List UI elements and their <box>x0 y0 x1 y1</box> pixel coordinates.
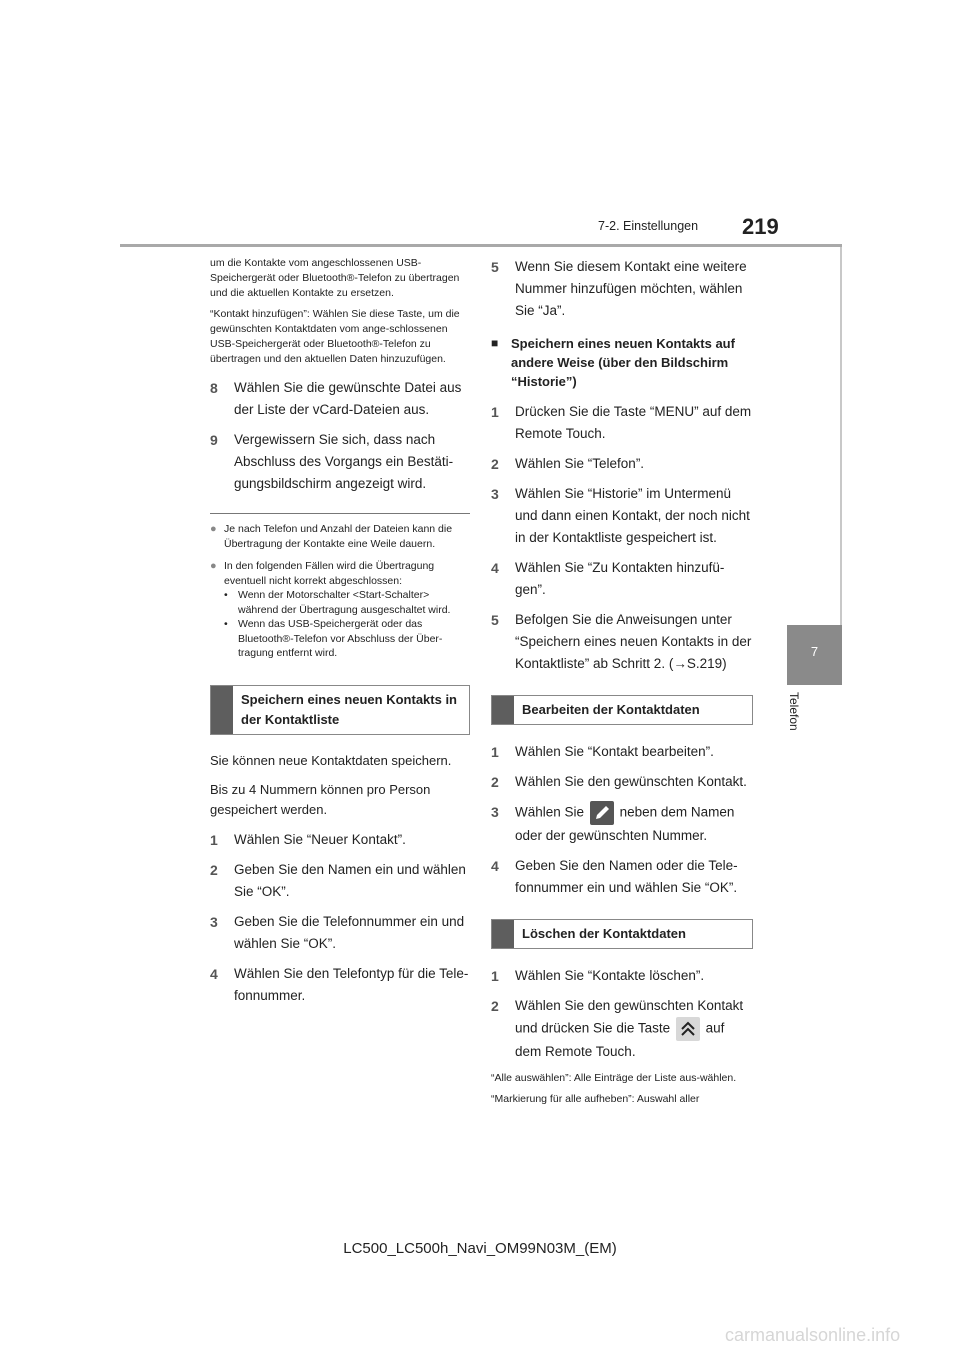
step-number: 9 <box>210 432 218 448</box>
step-3: 3 Wählen Sie “Historie” im Untermenü und dann einen Kontakt, der noch nicht in der Kontaktliste gespeichert ist. <box>491 486 750 545</box>
double-chevron-up-icon <box>676 1017 700 1041</box>
note-subitem-2: • Wenn das USB-Speichergerät oder das Bluetooth®-Telefon vor Abschluss der Über-tragung entfernt wird. <box>224 618 443 659</box>
step-4: 4 Wählen Sie “Zu Kontakten hinzufü-gen”. <box>491 560 725 597</box>
section-title: 7-2. Einstellungen <box>598 219 699 233</box>
step-2: 2 Geben Sie den Namen ein und wählen Sie “OK”. <box>210 861 466 899</box>
delete-step-2: 2 Wählen Sie den gewünschten Kontakt und drücken Sie die Taste auf dem Remote Touch. <box>491 998 744 1059</box>
paragraph: Bis zu 4 Nummern können pro Person gespeichert werden. <box>210 781 431 817</box>
bullet-icon: ● <box>210 523 217 535</box>
watermark: carmanualsonline.info <box>725 1325 901 1345</box>
left-column <box>210 256 470 1015</box>
page-number: 219 <box>742 214 779 239</box>
note-divider <box>210 513 470 514</box>
paragraph: Sie können neue Kontaktdaten speichern. <box>210 752 452 768</box>
note-item-1 <box>210 522 470 551</box>
step-number: 8 <box>210 380 218 396</box>
heading-bar <box>211 686 233 734</box>
chapter-number: 7 <box>810 644 819 659</box>
step-1: 1 Wählen Sie “Neuer Kontakt”. <box>210 831 406 848</box>
section-heading-delete: Löschen der Kontaktdaten <box>491 919 753 949</box>
step-4: 4 Wählen Sie den Telefontyp für die Tele-fonnummer. <box>210 965 469 1003</box>
step-3: 3 Geben Sie die Telefonnummer ein und wählen Sie “OK”. <box>210 913 465 951</box>
step-2: 2 Wählen Sie “Telefon”. <box>491 456 645 472</box>
small-paragraph-2: “Markierung für alle aufheben”: Auswahl aller <box>491 1093 700 1105</box>
footer-doc-code: LC500_LC500h_Navi_OM99N03M_(EM) <box>343 1240 617 1257</box>
square-bullet-icon: ■ <box>491 336 499 350</box>
right-column <box>491 256 753 1113</box>
small-paragraph-1: “Alle auswählen”: Alle Einträge der Liste aus-wählen. <box>491 1072 737 1084</box>
step-1: 1 Drücken Sie die Taste “MENU” auf dem Remote Touch. <box>491 404 752 441</box>
heading-text: Speichern eines neuen Kontakts in der Kontaktliste <box>241 691 457 727</box>
pencil-icon <box>590 801 614 825</box>
edit-step-1: 1 Wählen Sie “Kontakt bearbeiten”. <box>491 744 714 760</box>
note-text: Je nach Telefon und Anzahl der Dateien kann die Übertragung der Kontakte eine Weile dauern. <box>224 523 453 550</box>
heading-bar <box>492 920 514 948</box>
note-text: In den folgenden Fällen wird die Übertragung eventuell nicht korrekt abgeschlossen: <box>224 560 435 587</box>
step-text: Wählen Sie die gewünschte Datei aus der Liste der vCard-Dateien aus. <box>234 380 462 417</box>
edit-step-4: 4 Geben Sie den Namen oder die Tele-fonnummer ein und wählen Sie “OK”. <box>491 858 738 895</box>
header-rule <box>120 244 842 247</box>
step-9 <box>210 429 470 495</box>
step-5: 5 Wenn Sie diesem Kontakt eine weitere Nummer hinzufügen möchten, wählen Sie “Ja”. <box>491 259 747 318</box>
note-item-2 <box>210 559 470 661</box>
bullet-icon: ● <box>210 560 217 572</box>
delete-step-1: 1 Wählen Sie “Kontakte löschen”. <box>491 968 705 984</box>
step-text: Vergewissern Sie sich, dass nach Abschluss des Vorgangs ein Bestäti-gungsbildschirm angezeigt wird. <box>234 432 454 491</box>
subsection-heading: ■ Speichern eines neuen Kontakts auf andere Weise (über den Bildschirm “Historie”) <box>491 336 735 389</box>
note-subitem-1: • Wenn der Motorschalter <Start-Schalter> während der Übertragung ausgeschaltet wird. <box>224 589 451 616</box>
section-heading-edit: Bearbeiten der Kontaktdaten <box>491 695 753 725</box>
heading-bar <box>492 696 514 724</box>
section-heading-new-contact <box>210 685 470 735</box>
intro-paragraph-2: “Kontakt hinzufügen”: Wählen Sie diese Taste, um die gewünschten Kontaktdaten vom ange-schlossenen USB-Speichergerät oder Bluetooth®-Telefon zu übertragen und den aktuellen Daten hinzuzufügen. <box>210 308 460 365</box>
chapter-label: Telefon <box>787 692 801 731</box>
side-rule <box>840 247 842 625</box>
step-5: 5 Befolgen Sie die Anweisungen unter “Speichern eines neuen Kontakts in der Kontaktliste” ab Schritt 2. (→S.219) <box>491 612 752 671</box>
edit-step-2: 2 Wählen Sie den gewünschten Kontakt. <box>491 774 747 790</box>
intro-paragraph-1: um die Kontakte vom angeschlossenen USB-Speichergerät oder Bluetooth®-Telefon zu übertragen und die aktuellen Kontakte zu ersetzen. <box>210 257 460 299</box>
step-8 <box>210 377 470 421</box>
edit-step-3: 3 Wählen Sie neben dem Namen oder der gewünschten Nummer. <box>491 801 753 847</box>
